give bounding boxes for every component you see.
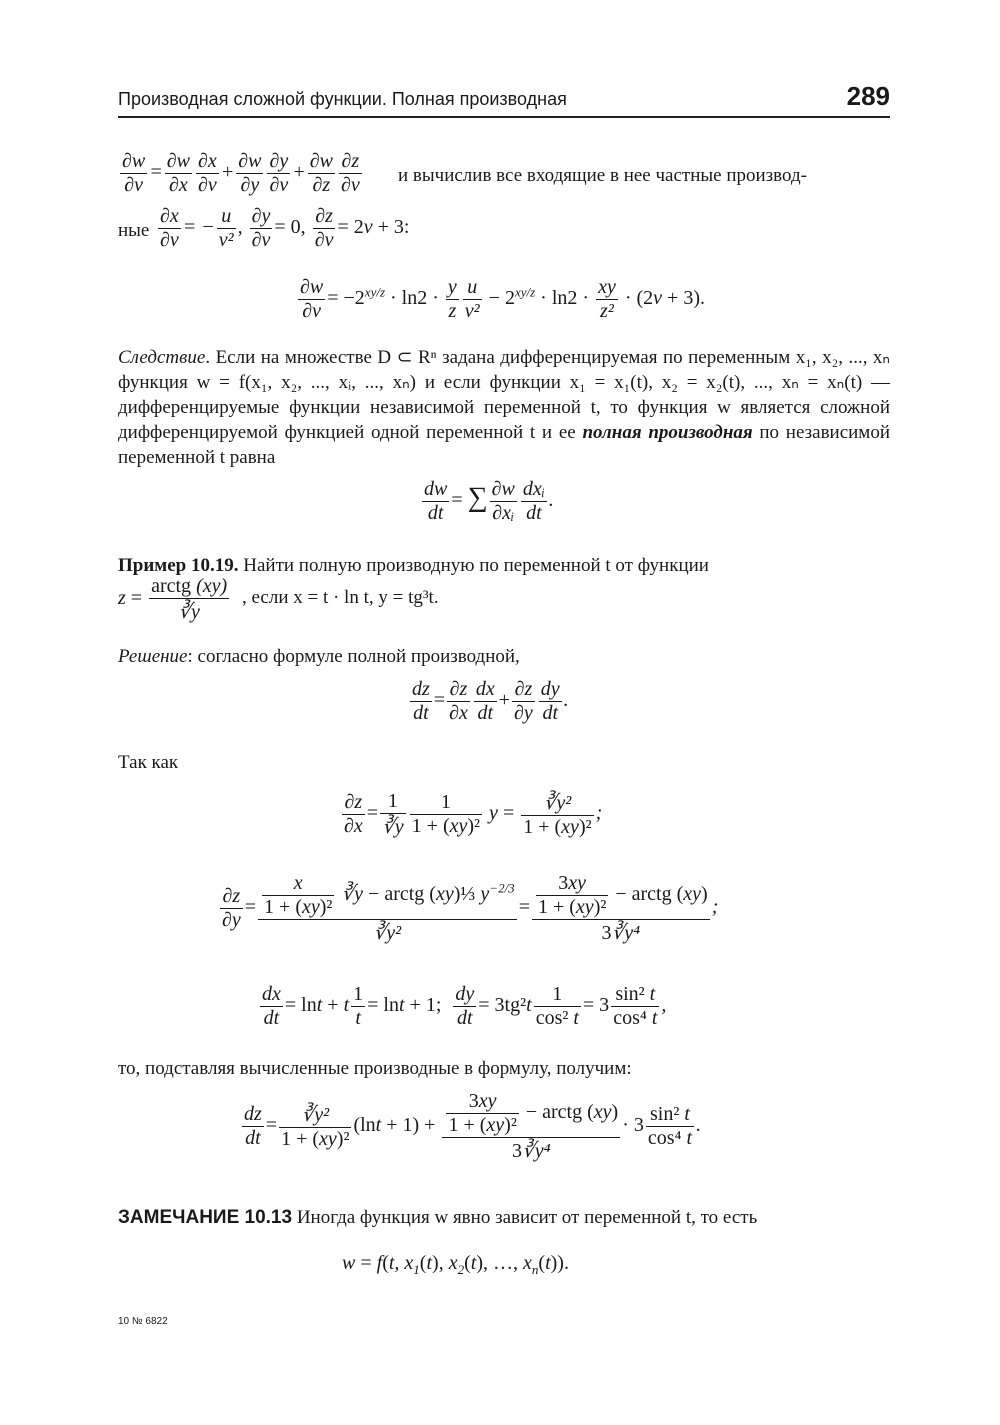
formula-dz-dt: $\frac{dz}{dt}$ = $\frac{\partial z}{\partial x}$ $\frac{dx}{dt}$ + $\frac{\partial z}{\partial y}$ $\frac{dy}{dt}$ . xyxy=(412,678,569,724)
formula-dz-dy: $\frac{\partial z}{\partial y}$ = $\frac{x}{\text{1 + (xy)²}}$ ∛y − arctg (xy)⅓ $y^{-2/3}$ ∛y² = $\frac{3xy}{\text{1 + (xy)²}}$ − arctg (xy) 3∛y⁴ ; xyxy=(222,872,719,944)
formula-partials: $\frac{\partial x}{\partial v}$ = − $\frac{u}{\text{v²}}$ , $\frac{\partial y}{\partial v}$ = 0, $\frac{\partial z}{\partial v}$ = 2v + 3: xyxy=(160,205,410,251)
page-header xyxy=(118,82,890,118)
page-number: 289 xyxy=(846,81,890,111)
formula-total-derivative: $\frac{dw}{dt}$ = ∑ $\frac{\partial w}{\text{∂xᵢ}}$ $\frac{\text{dxᵢ}}{dt}$ . xyxy=(424,478,554,524)
remark: ЗАМЕЧАНИЕ 10.13 Иногда функция w явно зависит от переменной t, то есть xyxy=(118,1207,758,1228)
example-condition: , если x = t · ln t, y = tg³t. xyxy=(242,587,439,608)
since-line: Так как xyxy=(118,752,179,773)
paragraph-tail: и вычислив все входящие в нее частные производ- xyxy=(398,165,807,186)
formula-dw-dv: $\frac{\partial w}{\partial v}$ = $-2^{xy/z} \cdot \ln 2$ · $\frac{y}{z}$ $\frac{u}{\text{v²}}$ − $2^{xy/z} \cdot \ln 2$ · $\frac{xy}{\text{z²}}$ · (2v + 3). xyxy=(300,276,705,322)
substituting-line: то, подставляя вычисленные производные в формулу, получим: xyxy=(118,1058,632,1079)
formula-dz-dx: $\frac{\partial z}{\partial x}$ = $\frac{1}{∛y}$ $\frac{1}{\text{1 + (xy)²}}$ y = $\frac{\text{∛y²}}{\text{1 + (xy)²}}$ ; xyxy=(344,790,603,838)
example-statement: Пример 10.19. Найти полную производную по переменной t от функции xyxy=(118,555,709,576)
word-nye: ные xyxy=(118,220,150,241)
formula-dx-dy-dt: $\frac{dx}{dt}$ = lnt + t $\frac{1}{t}$ = lnt + 1; $\frac{dy}{dt}$ = 3tg²t $\frac{1}{\text{cos² t}}$ = 3 $\frac{\text{sin² t}}{\text{cos⁴ t}}$ , xyxy=(262,983,667,1029)
formula-w-of-t: w = f(t, $x_1(t)$, $x_2(t)$, …, $x_n(t)$). xyxy=(342,1252,569,1277)
formula-result: $\frac{dz}{dt}$ = $\frac{\text{∛y²}}{\text{1 + (xy)²}}$ (lnt + 1) + $\frac{3xy}{\text{1 + (xy)²}}$ − arctg (xy) 3∛y⁴ · 3 $\frac{\text{sin² t}}{\text{cos⁴ t}}$ . xyxy=(244,1090,702,1162)
solution-line: Решение: согласно формуле полной производной, xyxy=(118,646,520,667)
corollary: Следствие. Если на множестве D ⊂ Rⁿ задана дифференцируемая по переменным x₁, x₂, ..., xₙ функция w = f(x₁, x₂, ..., xᵢ, ..., xₙ) и если функции x₁ = x₁(t), x₂ = x₂(t), ..., xₙ = xₙ(t) — дифференцируемые функции независимой переменной t, то функция w является сложной дифференцируемой функцией одной переменной t и ее полная производная по независимой переменной t равна xyxy=(118,347,890,468)
footer-signature: 10 № 6822 xyxy=(118,1316,168,1327)
solution-label: Решение xyxy=(118,646,188,667)
formula-z: z = $\frac{\text{arctg (xy)}}{∛y}$ xyxy=(118,575,228,623)
running-title: Производная сложной функции. Полная производная xyxy=(118,89,567,109)
example-label: Пример 10.19. xyxy=(118,555,239,576)
corollary-label: Следствие xyxy=(118,347,206,368)
remark-label: ЗАМЕЧАНИЕ 10.13 xyxy=(118,1207,293,1228)
formula-chain-rule: $\frac{\partial w}{\partial v}$ = $\frac{\partial w}{\partial x}$ $\frac{\partial x}{\partial v}$ + $\frac{\partial w}{\partial y}$ $\frac{\partial y}{\partial v}$ + $\frac{\partial w}{\partial z}$ $\frac{\partial z}{\partial v}$ xyxy=(122,150,360,196)
